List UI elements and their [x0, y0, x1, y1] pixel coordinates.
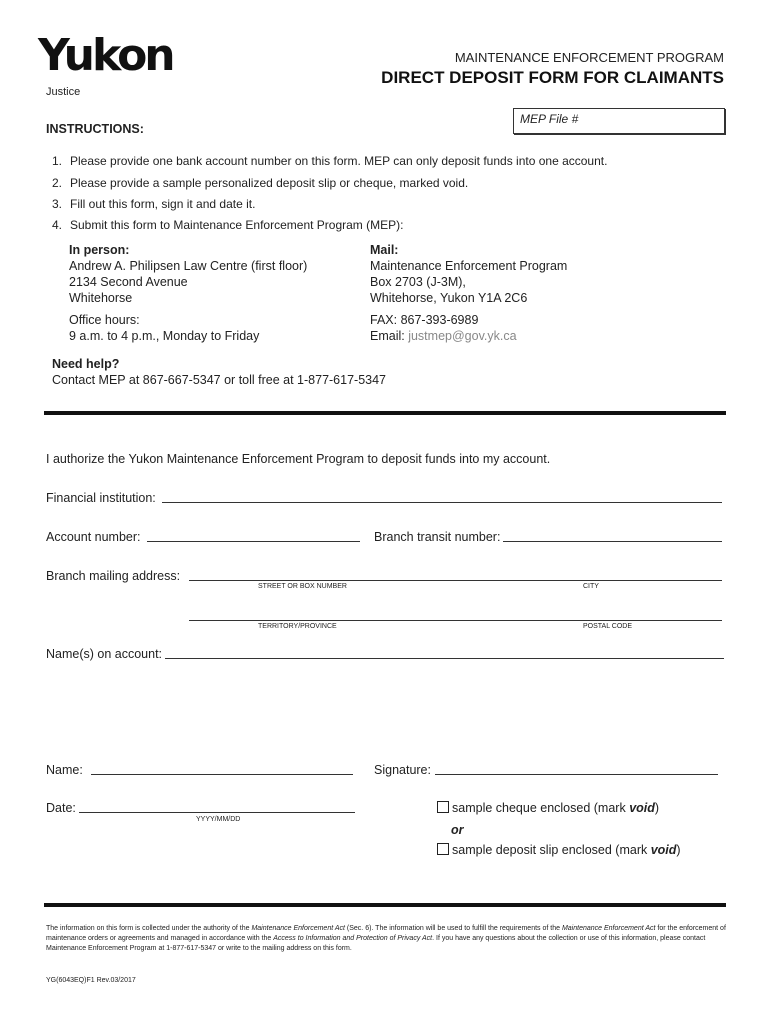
help-block: Need help? Contact MEP at 867-667-5347 or toll free at 1-877-617-5347 — [52, 357, 387, 387]
sample-cheque-option[interactable]: sample cheque enclosed (mark void) — [437, 801, 659, 815]
financial-institution-label: Financial institution: — [46, 491, 156, 505]
mail-block: Mail: Maintenance Enforcement Program Box 2703 (J-3M), Whitehorse, Yukon Y1A 2C6 FAX: 867-393-6989 Email: justmep@gov.yk.ca — [370, 243, 568, 343]
yukon-logo: Yukon — [38, 30, 173, 81]
account-number-label: Account number: — [46, 530, 141, 544]
date-format-caption: YYYY/MM/DD — [196, 816, 241, 823]
sample-cheque-checkbox[interactable] — [437, 801, 449, 813]
signature-label: Signature: — [374, 763, 431, 777]
financial-institution-field[interactable] — [162, 502, 722, 503]
instructions-heading: INSTRUCTIONS: — [46, 122, 144, 136]
name-field[interactable] — [91, 774, 353, 775]
branch-street-city-field[interactable] — [189, 580, 722, 581]
names-on-account-field[interactable] — [165, 658, 724, 659]
branch-address-label: Branch mailing address: — [46, 569, 181, 583]
authorization-text: I authorize the Yukon Maintenance Enforcement Program to deposit funds into my account. — [46, 452, 551, 466]
privacy-notice: The information on this form is collected under the authority of the Maintenance Enforcement Act (Sec. 6). The information will be used to fulfill the requirements of the Maintenance Enforcement Act for the enforcement of maintenance orders or agreements and managed in accordance with the Access to Information and Protection of Privacy Act. If you have any questions about the collection or use of this information, please contact Maintenance Enforcement Program at 1-877-617-5347 or write to the mailing address on this form. — [46, 925, 726, 952]
territory-caption: TERRITORY/PROVINCE — [258, 623, 337, 630]
or-label: or — [451, 823, 464, 837]
date-label: Date: — [46, 801, 76, 815]
name-label: Name: — [46, 763, 83, 777]
department-label: Justice — [46, 86, 81, 98]
branch-province-postal-field[interactable] — [189, 620, 722, 621]
program-name: MAINTENANCE ENFORCEMENT PROGRAM — [454, 50, 724, 65]
account-number-field[interactable] — [147, 541, 360, 542]
branch-transit-label: Branch transit number: — [374, 530, 501, 544]
sample-slip-option[interactable]: sample deposit slip enclosed (mark void) — [437, 843, 681, 857]
instruction-step: 2. Please provide a sample personalized deposit slip or cheque, marked void. — [52, 176, 469, 190]
footer-divider — [44, 903, 726, 907]
signature-field[interactable] — [435, 774, 718, 775]
date-field[interactable] — [79, 812, 355, 813]
section-divider — [44, 411, 726, 415]
in-person-block: In person: Andrew A. Philipsen Law Centre (first floor) 2134 Second Avenue Whitehorse Office hours: 9 a.m. to 4 p.m., Monday to Friday — [69, 243, 308, 343]
email-link[interactable]: justmep@gov.yk.ca — [408, 329, 517, 343]
postal-caption: POSTAL CODE — [583, 623, 633, 630]
branch-transit-field[interactable] — [503, 541, 722, 542]
city-caption: CITY — [583, 583, 599, 590]
instruction-step: 3. Fill out this form, sign it and date it. — [52, 197, 256, 211]
names-on-account-label: Name(s) on account: — [46, 647, 163, 661]
form-number: YG(6043EQ)F1 Rev.03/2017 — [46, 977, 136, 984]
street-caption: STREET OR BOX NUMBER — [258, 583, 347, 590]
instruction-step: 1. Please provide one bank account number on this form. MEP can only deposit funds into one account. — [52, 154, 608, 168]
sample-slip-checkbox[interactable] — [437, 843, 449, 855]
page-title: DIRECT DEPOSIT FORM FOR CLAIMANTS — [381, 68, 724, 87]
mep-file-label: MEP File # — [520, 112, 579, 126]
instruction-step: 4. Submit this form to Maintenance Enforcement Program (MEP): — [52, 218, 404, 232]
